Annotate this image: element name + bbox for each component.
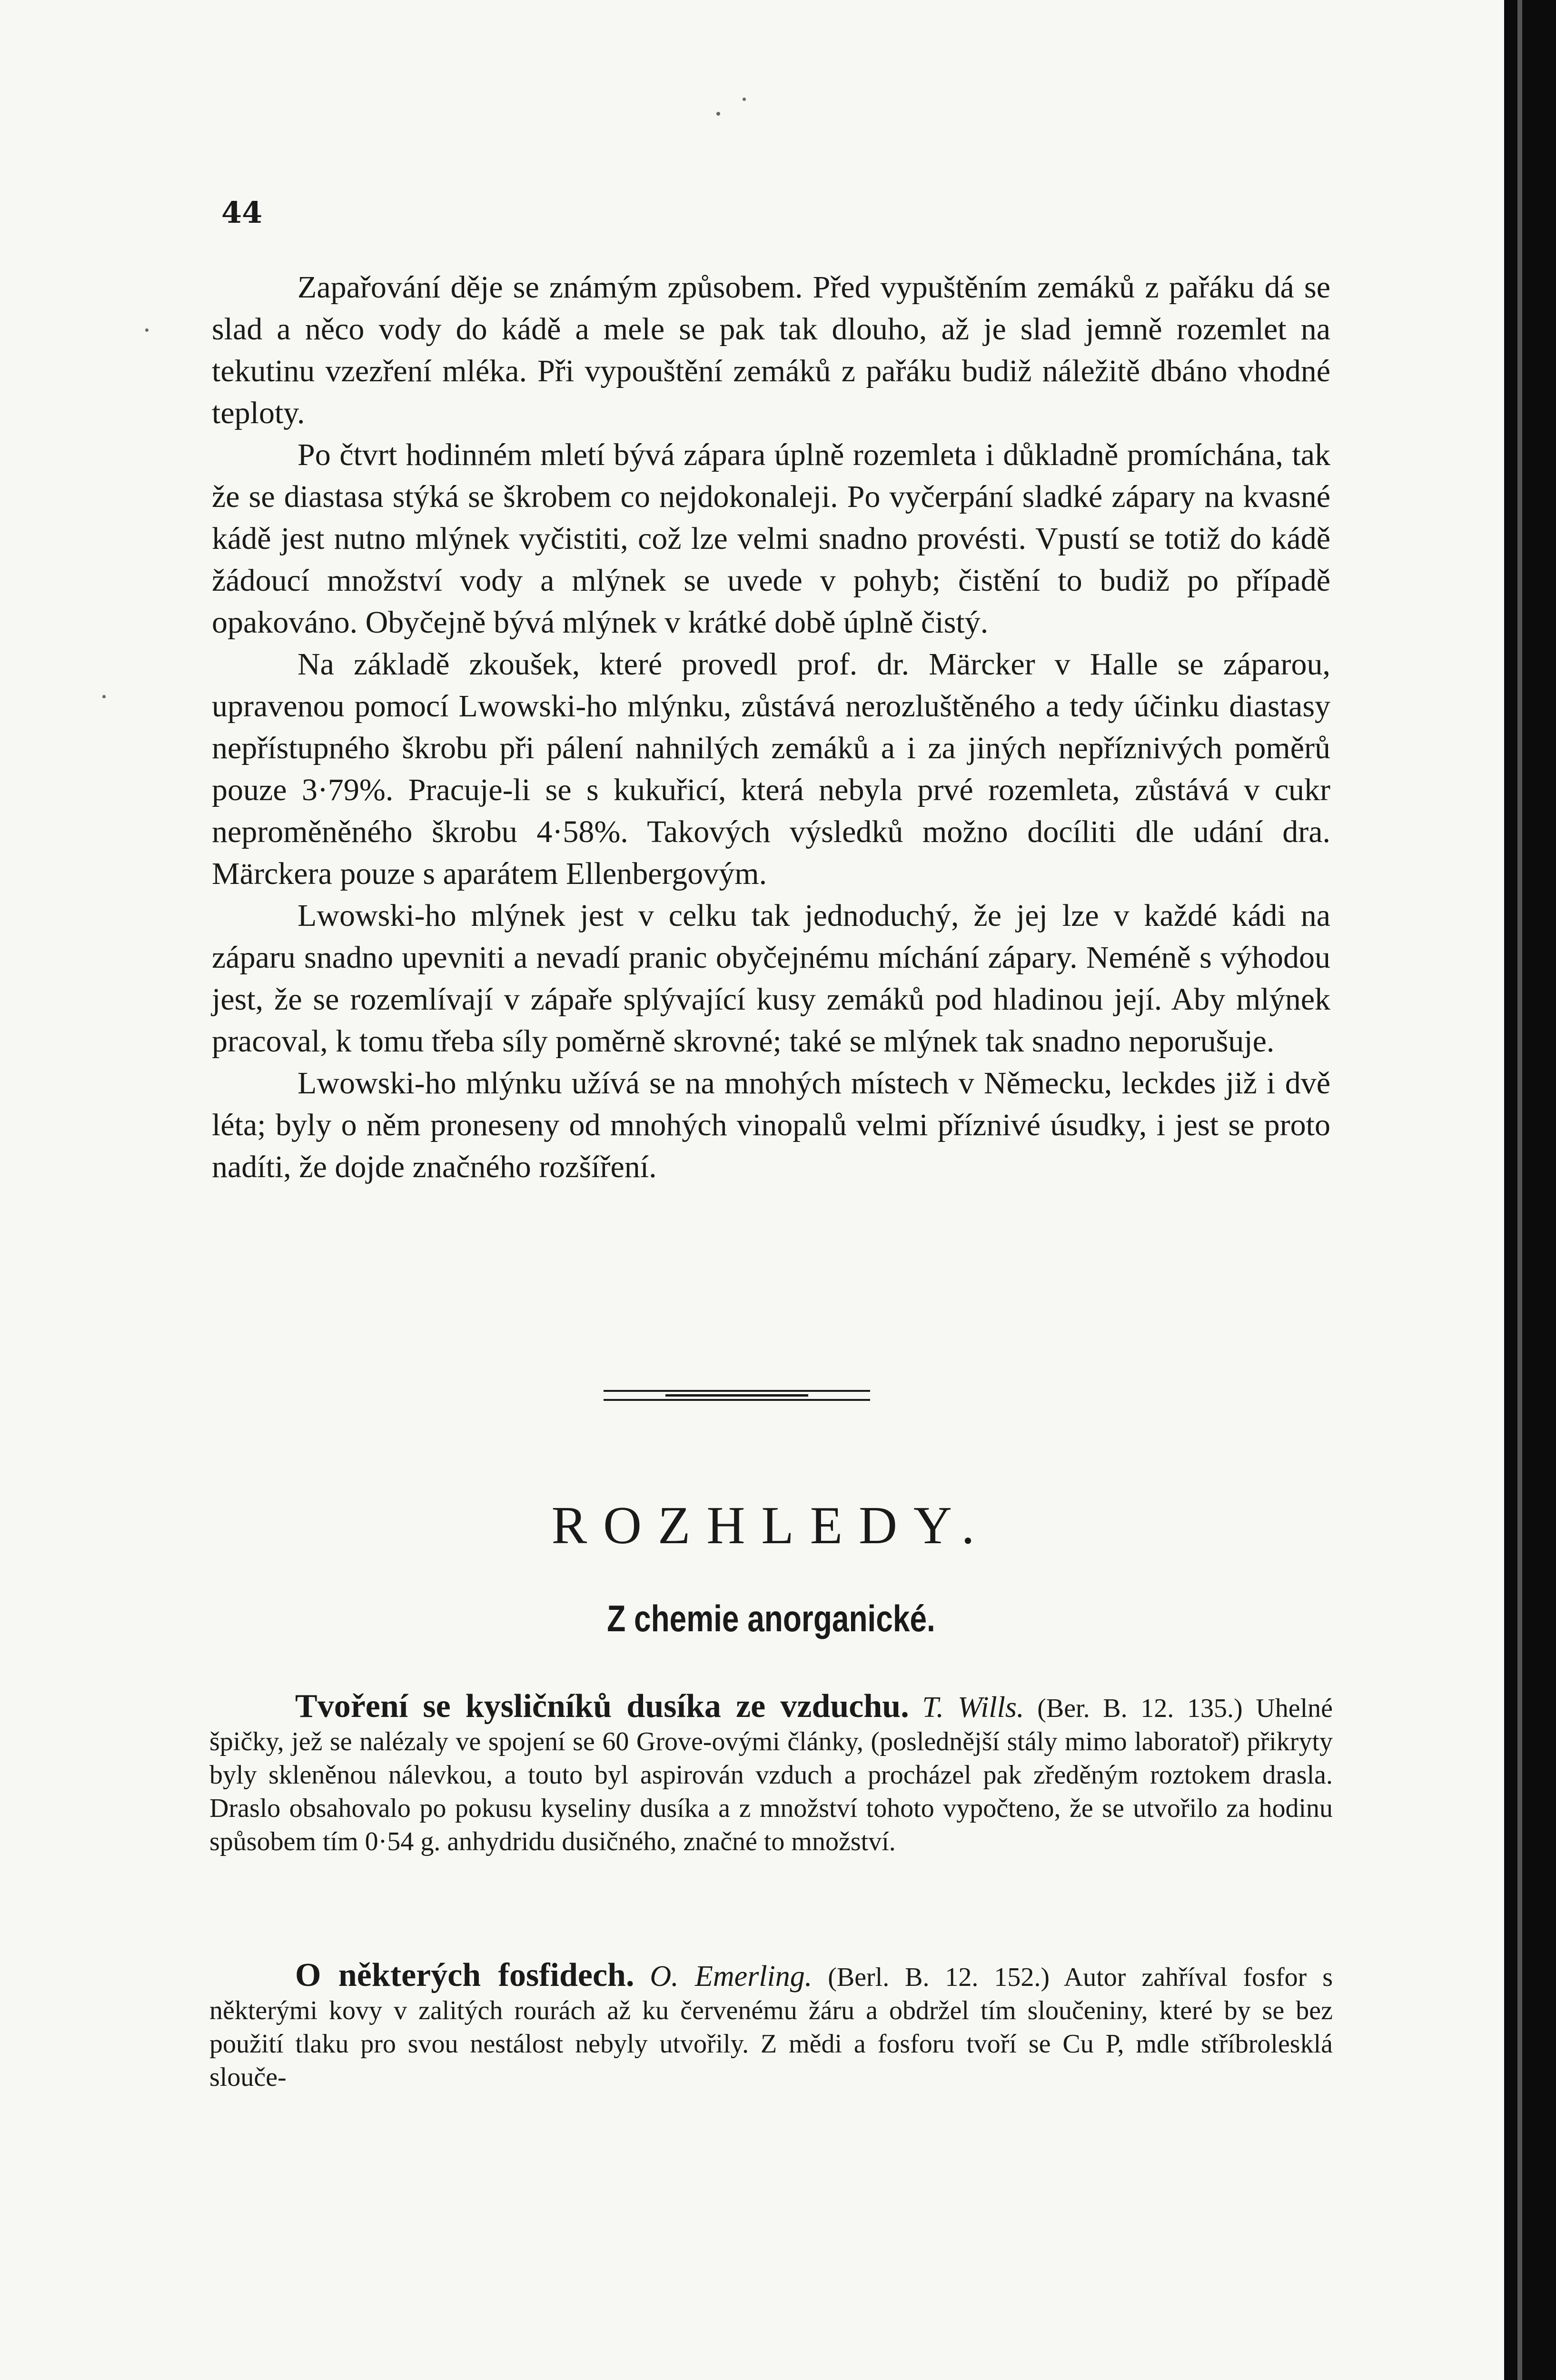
scan-edge-line	[1517, 0, 1522, 2380]
article-text: (Berl. B. 12. 152.) Autor zahříval fosfor s některými kovy v zalitých rourách až ku červenému žáru a obdržel tím sloučeniny, které by se bez použití tlaku pro svou nestálost nebyly utvořily. Z mědi a fosforu tvoří se Cu P, mdle stříbrolesklá slouče-	[209, 1963, 1333, 2092]
scan-edge	[1504, 0, 1556, 2380]
paragraph: Na základě zkoušek, které provedl prof. dr. Märcker v Halle se záparou, upravenou pomocí Lwowski-ho mlýnku, zůstává nerozluštěného a tedy účinku diastasy nepřístupného škrobu při pálení nahnilých zemáků a i za jiných nepříznivých poměrů pouze 3·79%. Pracuje-li se s kukuřicí, která nebyla prvé rozemleta, zůstává v cukr neproměněného škrobu 4·58%. Takových výsledků možno docíliti dle udání dra. Märckera pouze s aparátem Ellenbergovým.	[212, 647, 1330, 891]
article-entry	[209, 1690, 1333, 1858]
scan-speck	[716, 112, 720, 116]
paragraph: Lwowski-ho mlýnek jest v celku tak jednoduchý, že jej lze v každé kádi na záparu snadno upevniti a nevadí pranic obyčejnému míchání zápary. Neméně s výhodou jest, že se rozemlívají v zápaře splývající kusy zemáků pod hladinou její. Aby mlýnek pracoval, k tomu třeba síly poměrně skrovné; také se mlýnek tak snadno neporušuje.	[212, 898, 1330, 1059]
scan-speck	[743, 98, 746, 101]
page-number: 44	[221, 195, 263, 230]
scan-speck	[102, 695, 106, 698]
scan-speck	[145, 328, 149, 332]
paragraph: Po čtvrt hodinném mletí bývá zápara úplně rozemleta i důkladně promíchána, tak že se diastasa stýká se škrobem co nejdokonaleji. Po vyčerpání sladké zápary na kvasné kádě jest nutno mlýnek vyčistiti, což lze velmi snadno provésti. Vpustí se totiž do kádě žádoucí množství vody a mlýnek se uvede v pohyb; čistění to budiž po případě opakováno. Obyčejně bývá mlýnek v krátké době úplně čistý.	[212, 437, 1330, 640]
body-text	[212, 267, 1330, 1188]
article-title: O některých fosfidech.	[295, 1957, 634, 1993]
subsection-title: Z chemie anorganické.	[607, 1597, 935, 1639]
article-author: O. Emerling.	[650, 1960, 813, 1993]
section-divider	[604, 1390, 870, 1401]
article-author: T. Wills.	[922, 1691, 1024, 1724]
article-entry	[209, 1959, 1333, 2094]
paragraph: Zapařování děje se známým způsobem. Před vypuštěním zemáků z pařáku dá se slad a něco vody do kádě a mele se pak tak dlouho, až je slad jemně rozemlet na tekutinu vzezření mléka. Při vypouštění zemáků z pařáku budiž náležitě dbáno vhodné teploty.	[212, 270, 1330, 430]
article-text: (Ber. B. 12. 135.) Uhelné špičky, jež se nalézaly ve spojení se 60 Grove-ovými články, (poslednější stály mimo laboratoř) přikryty byly skleněnou nálevkou, a touto byl aspirován vzduch a procházel pak zředěným roztokem drasla. Draslo obsahovalo po pokusu kyseliny dusíka a z množství tohoto vypočteno, že se utvořilo za hodinu spůsobem tím 0·54 g. anhydridu dusičného, značné to množství.	[209, 1694, 1333, 1856]
paragraph: Lwowski-ho mlýnku užívá se na mnohých místech v Německu, leckdes již i dvě léta; byly o něm proneseny od mnohých vinopalů velmi příznivé úsudky, i jest se proto nadíti, že dojde značného rozšíření.	[212, 1066, 1330, 1184]
article-title: Tvoření se kysličníků dusíka ze vzduchu.	[295, 1688, 909, 1725]
section-title: ROZHLEDY.	[551, 1496, 991, 1555]
